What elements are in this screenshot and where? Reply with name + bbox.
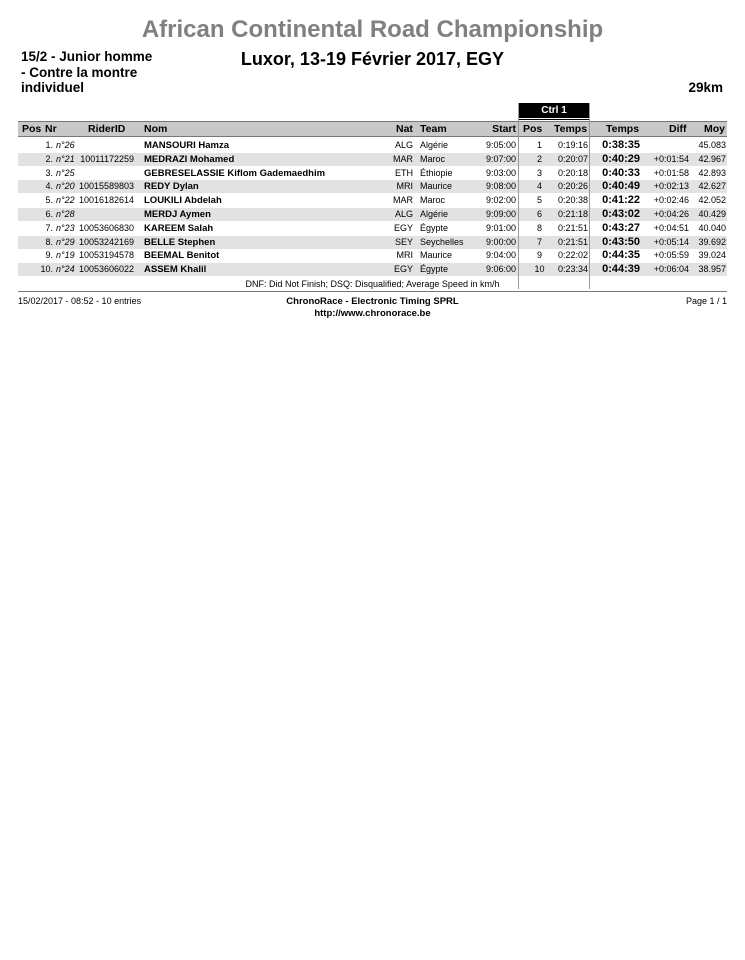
ctrl-pos-cell: 8 bbox=[536, 222, 542, 233]
rider-name: KAREEM Salah bbox=[144, 222, 214, 234]
ctrl-pos-cell: 10 bbox=[534, 264, 545, 275]
col-temps: Temps bbox=[606, 123, 640, 135]
category-line-2: - Contre la montre bbox=[21, 64, 138, 80]
finish-time-cell: 0:44:35 bbox=[602, 249, 640, 262]
rank-cell: 1. bbox=[45, 140, 53, 150]
ctrl-divider-left bbox=[518, 103, 519, 289]
rank-cell: 10. bbox=[40, 264, 53, 275]
diff-cell: +0:06:04 bbox=[653, 264, 689, 275]
start-time-cell: 9:05:00 bbox=[485, 140, 516, 150]
table-row bbox=[18, 236, 727, 249]
col-start: Start bbox=[492, 123, 516, 135]
finish-time-cell: 0:43:50 bbox=[602, 235, 640, 248]
riderid-cell: 10053606830 bbox=[78, 222, 134, 233]
nationality-cell: ALG bbox=[394, 209, 413, 219]
riderid-cell bbox=[58, 208, 134, 221]
start-time-cell: 9:07:00 bbox=[485, 153, 516, 164]
ctrl-time-cell: 0:21:51 bbox=[558, 236, 589, 247]
finish-time-cell: 0:40:29 bbox=[602, 152, 640, 165]
diff-cell: +0:04:51 bbox=[653, 222, 689, 233]
col-nom: Nom bbox=[144, 123, 168, 135]
start-time-cell: 9:03:00 bbox=[485, 167, 516, 178]
finish-time-cell: 0:44:39 bbox=[602, 263, 640, 276]
rank-cell: 6. bbox=[45, 209, 53, 219]
riderid-cell: 10016182614 bbox=[78, 195, 134, 206]
ctrl-time-cell: 0:20:18 bbox=[558, 167, 589, 178]
ctrl-divider-right bbox=[589, 103, 590, 289]
bib-cell: n°25 bbox=[56, 167, 75, 178]
riderid-cell: 10015589803 bbox=[78, 181, 134, 192]
col-nat: Nat bbox=[396, 123, 413, 135]
riderid-cell: 10053242169 bbox=[78, 236, 134, 247]
footer-rule bbox=[18, 291, 727, 292]
avg-speed-cell: 42.052 bbox=[698, 195, 726, 206]
avg-speed-cell: 42.893 bbox=[698, 167, 726, 178]
ctrl-time-cell: 0:20:38 bbox=[558, 195, 589, 206]
riderid-cell bbox=[58, 139, 134, 152]
bib-cell: n°28 bbox=[56, 209, 75, 219]
col-ctrl-temps: Temps bbox=[554, 123, 588, 135]
diff-cell: +0:04:26 bbox=[653, 209, 689, 219]
footer-page-number: Page 1 / 1 bbox=[685, 296, 727, 306]
nationality-cell: ALG bbox=[394, 140, 413, 150]
col-moy: Moy bbox=[704, 123, 725, 135]
team-cell: Maroc bbox=[420, 195, 446, 206]
nationality-cell: MAR bbox=[393, 153, 413, 164]
finish-time-cell: 0:40:33 bbox=[602, 166, 640, 179]
avg-speed-cell: 40.040 bbox=[698, 222, 726, 233]
page-title: African Continental Road Championship bbox=[141, 16, 604, 43]
team-cell: Éthiopie bbox=[420, 167, 453, 178]
ctrl-time-cell: 0:20:26 bbox=[558, 181, 589, 192]
team-cell: Égypte bbox=[420, 222, 449, 233]
rank-cell: 5. bbox=[45, 195, 53, 206]
avg-speed-cell: 42.967 bbox=[698, 153, 726, 164]
nationality-cell: ETH bbox=[395, 167, 413, 178]
rider-name: LOUKILI Abdelah bbox=[144, 195, 222, 207]
event-subtitle: Luxor, 13-19 Février 2017, EGY bbox=[240, 49, 505, 69]
team-cell: Algérie bbox=[420, 140, 449, 150]
finish-time-cell: 0:40:49 bbox=[602, 180, 640, 193]
bib-cell: n°22 bbox=[56, 195, 75, 206]
riderid-cell: 10053194578 bbox=[78, 250, 134, 261]
legend-note: DNF: Did Not Finish; DSQ: Disqualified; Average Speed in km/h bbox=[245, 279, 500, 289]
table-row bbox=[18, 139, 727, 152]
riderid-cell bbox=[58, 167, 134, 180]
category-line-3: individuel bbox=[21, 80, 85, 95]
team-cell: Seychelles bbox=[420, 236, 464, 247]
bib-cell: n°24 bbox=[56, 264, 75, 275]
start-time-cell: 9:02:00 bbox=[485, 195, 516, 206]
nationality-cell: SEY bbox=[394, 236, 413, 247]
table-row bbox=[18, 167, 727, 180]
footer-company-url[interactable]: http://www.chronorace.be bbox=[314, 308, 431, 319]
distance-label: 29km bbox=[688, 80, 723, 95]
nationality-cell: EGY bbox=[393, 222, 413, 233]
start-time-cell: 9:06:00 bbox=[485, 264, 516, 275]
table-row bbox=[18, 263, 727, 276]
diff-cell: +0:01:54 bbox=[653, 153, 689, 164]
rider-name: MEDRAZI Mohamed bbox=[144, 153, 235, 165]
avg-speed-cell: 39.692 bbox=[698, 236, 726, 247]
rank-cell: 8. bbox=[45, 236, 53, 247]
avg-speed-cell: 42.627 bbox=[698, 181, 726, 192]
nationality-cell: MRI bbox=[396, 181, 413, 192]
team-cell: Algérie bbox=[420, 209, 449, 219]
ctrl-1-header: Ctrl 1 bbox=[519, 103, 589, 118]
ctrl-pos-cell: 4 bbox=[536, 181, 542, 192]
start-time-cell: 9:08:00 bbox=[485, 181, 516, 192]
ctrl-time-cell: 0:22:02 bbox=[558, 250, 589, 261]
rider-name: REDY Dylan bbox=[144, 181, 199, 193]
rider-name: MERDJ Aymen bbox=[144, 209, 211, 220]
rank-cell: 2. bbox=[45, 153, 53, 164]
footer-company-name: ChronoRace - Electronic Timing SPRL bbox=[286, 296, 459, 307]
table-header bbox=[18, 121, 727, 137]
rank-cell: 9. bbox=[45, 250, 53, 261]
bib-cell: n°20 bbox=[56, 181, 75, 192]
ctrl-pos-cell: 6 bbox=[536, 209, 542, 219]
finish-time-cell: 0:41:22 bbox=[602, 194, 640, 207]
diff-cell bbox=[644, 139, 689, 152]
col-riderid: RiderID bbox=[88, 123, 126, 135]
table-row bbox=[18, 194, 727, 207]
footer-timing-company bbox=[0, 296, 745, 320]
rank-cell: 3. bbox=[45, 167, 53, 178]
start-time-cell: 9:09:00 bbox=[485, 209, 516, 219]
ctrl-pos-cell: 3 bbox=[536, 167, 542, 178]
footer-date-entries: 15/02/2017 - 08:52 - 10 entries bbox=[18, 296, 142, 306]
nationality-cell: EGY bbox=[393, 264, 413, 275]
avg-speed-cell: 45.083 bbox=[698, 140, 726, 150]
diff-cell: +0:02:46 bbox=[653, 195, 689, 206]
bib-cell: n°23 bbox=[56, 222, 75, 233]
bib-cell: n°21 bbox=[56, 153, 75, 164]
ctrl-pos-cell: 7 bbox=[536, 236, 542, 247]
ctrl-time-cell: 0:19:16 bbox=[558, 140, 589, 150]
category-line-1: 15/2 - Junior homme bbox=[21, 49, 153, 64]
category-label bbox=[21, 49, 221, 96]
ctrl-pos-cell: 2 bbox=[536, 153, 542, 164]
rider-name: MANSOURI Hamza bbox=[144, 140, 229, 151]
team-cell: Maroc bbox=[420, 153, 446, 164]
diff-cell: +0:01:58 bbox=[653, 167, 689, 178]
col-ctrl-pos: Pos bbox=[523, 123, 543, 135]
nationality-cell: MAR bbox=[393, 195, 413, 206]
rider-name: ASSEM Khalil bbox=[144, 264, 207, 276]
ctrl-time-cell: 0:20:07 bbox=[558, 153, 589, 164]
ctrl-pos-cell: 1 bbox=[536, 140, 542, 150]
nationality-cell: MRI bbox=[396, 250, 413, 261]
col-nr: Nr bbox=[45, 123, 57, 135]
ctrl-pos-cell: 5 bbox=[536, 195, 542, 206]
col-diff: Diff bbox=[669, 123, 687, 135]
finish-time-cell: 0:43:27 bbox=[602, 221, 640, 234]
finish-time-cell: 0:43:02 bbox=[602, 208, 640, 220]
table-row bbox=[18, 153, 727, 166]
col-pos: Pos bbox=[22, 123, 42, 135]
rank-cell: 7. bbox=[45, 222, 53, 233]
diff-cell: +0:02:13 bbox=[653, 181, 689, 192]
bib-cell: n°26 bbox=[56, 140, 75, 150]
diff-cell: +0:05:14 bbox=[653, 236, 689, 247]
avg-speed-cell: 38.957 bbox=[698, 264, 726, 275]
team-cell: Égypte bbox=[420, 264, 449, 275]
table-row bbox=[18, 222, 727, 235]
avg-speed-cell: 40.429 bbox=[698, 209, 726, 219]
rider-name: BEEMAL Benitot bbox=[144, 250, 220, 262]
start-time-cell: 9:00:00 bbox=[485, 236, 516, 247]
col-team: Team bbox=[420, 123, 447, 135]
team-cell: Maurice bbox=[420, 250, 453, 261]
ctrl-pos-cell: 9 bbox=[536, 250, 542, 261]
start-time-cell: 9:04:00 bbox=[485, 250, 516, 261]
team-cell: Maurice bbox=[420, 181, 453, 192]
rider-name: GEBRESELASSIE Kiflom Gademaedhim bbox=[144, 167, 326, 179]
bib-cell: n°19 bbox=[56, 250, 75, 261]
riderid-cell: 10053606022 bbox=[78, 264, 134, 275]
ctrl-time-cell: 0:21:51 bbox=[558, 222, 589, 233]
table-row bbox=[18, 208, 727, 221]
ctrl-time-cell: 0:21:18 bbox=[558, 209, 589, 219]
riderid-cell: 10011172259 bbox=[80, 153, 134, 164]
table-row bbox=[18, 249, 727, 262]
rank-cell: 4. bbox=[45, 181, 53, 192]
rider-name: BELLE Stephen bbox=[144, 236, 216, 248]
diff-cell: +0:05:59 bbox=[653, 250, 689, 261]
table-row bbox=[18, 180, 727, 193]
start-time-cell: 9:01:00 bbox=[485, 222, 516, 233]
bib-cell: n°29 bbox=[56, 236, 75, 247]
ctrl-underline bbox=[519, 119, 589, 120]
finish-time-cell: 0:38:35 bbox=[602, 139, 640, 151]
ctrl-time-cell: 0:23:34 bbox=[558, 264, 589, 275]
avg-speed-cell: 39.024 bbox=[698, 250, 726, 261]
